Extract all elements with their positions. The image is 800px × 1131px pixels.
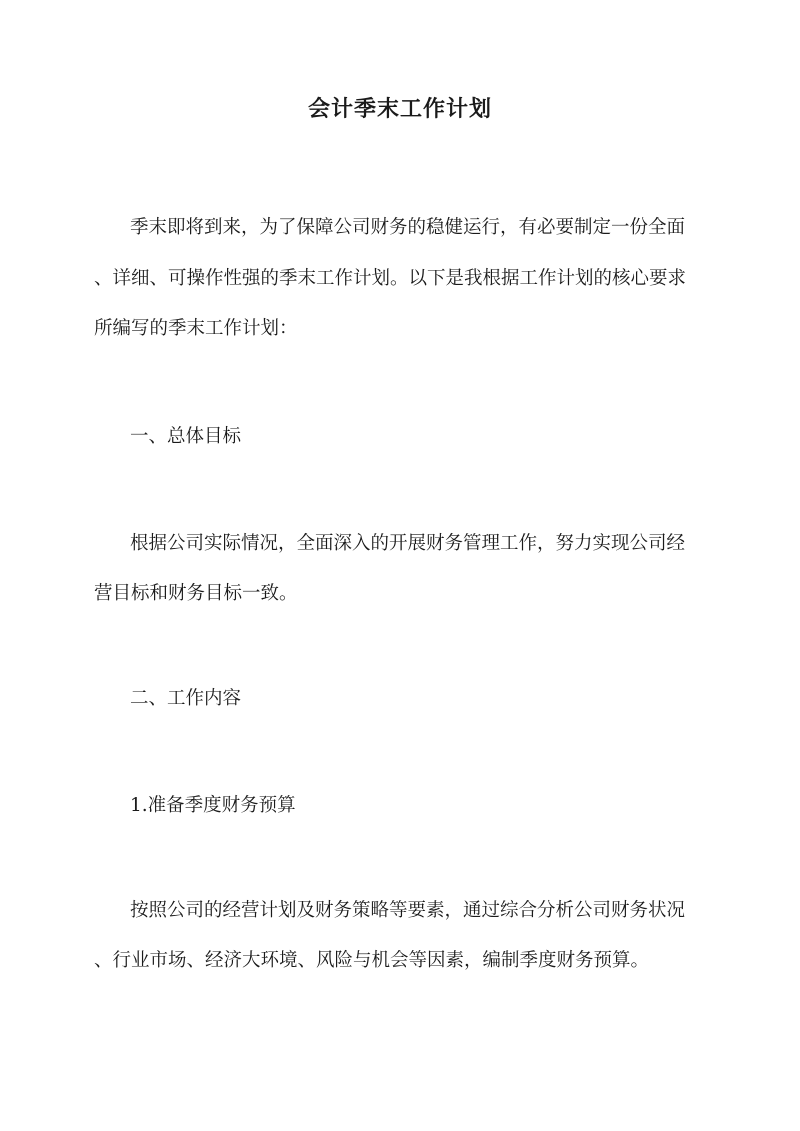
- document-title: 会计季末工作计划: [307, 96, 492, 122]
- subheading-quarterly-budget: 1.准备季度财务预算: [130, 795, 296, 816]
- section-heading-goals: 一、总体目标: [130, 426, 242, 447]
- intro-line-2: 、详细、可操作性强的季末工作计划。以下是我根据工作计划的核心要求: [94, 268, 687, 289]
- intro-line-1: 季末即将到来，为了保障公司财务的稳健运行，有必要制定一份全面: [130, 217, 686, 238]
- budget-line-2: 、行业市场、经济大环境、风险与机会等因素，编制季度财务预算。: [94, 950, 650, 971]
- intro-line-3: 所编写的季末工作计划：: [94, 318, 298, 339]
- goals-line-1: 根据公司实际情况，全面深入的开展财务管理工作，努力实现公司经: [130, 533, 686, 554]
- section-heading-work-content: 二、工作内容: [130, 688, 242, 709]
- goals-line-2: 营目标和财务目标一致。: [94, 583, 298, 604]
- budget-line-1: 按照公司的经营计划及财务策略等要素，通过综合分析公司财务状况: [130, 900, 686, 921]
